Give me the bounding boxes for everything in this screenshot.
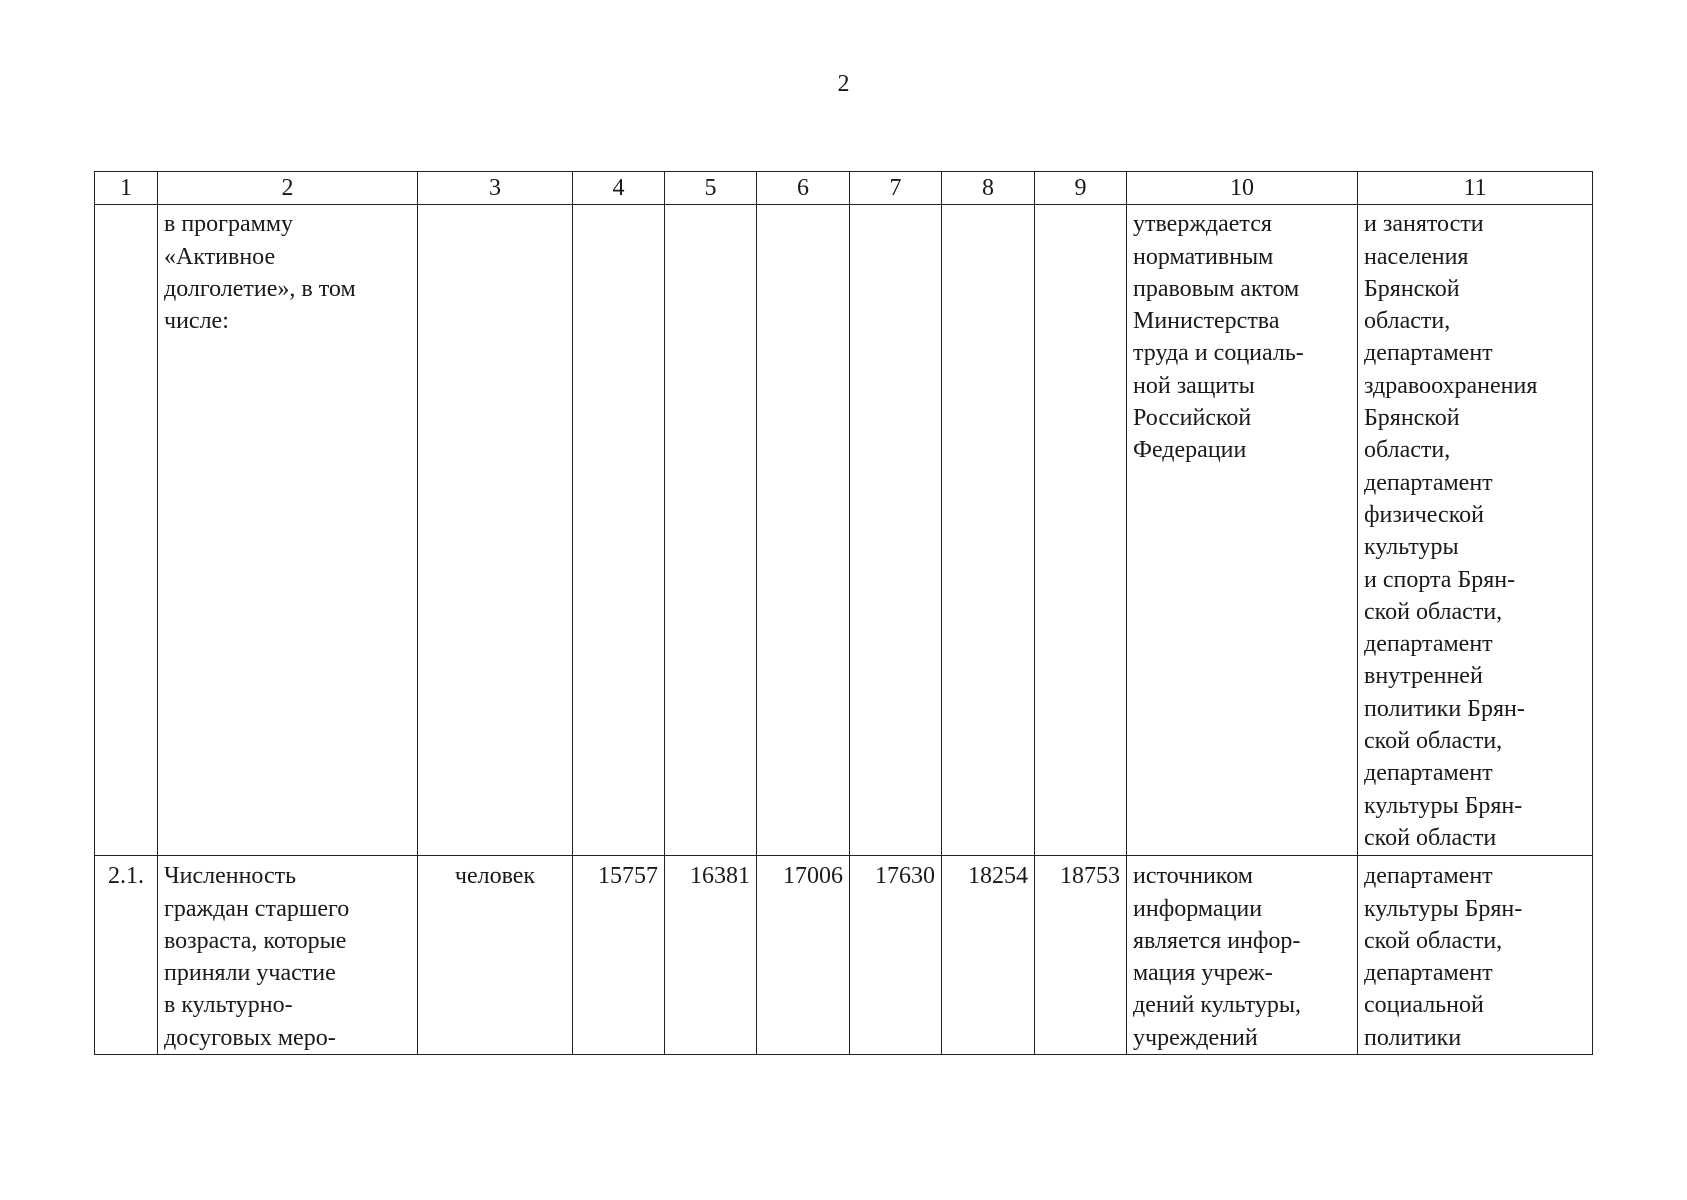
- method-cell: источником информации является инфор- мация учреж- дений культуры, учреждений: [1127, 856, 1358, 1055]
- value-cell-7: 17630: [850, 856, 942, 1055]
- table-row: [95, 205, 1593, 856]
- value-cell-7: [850, 205, 942, 856]
- page-number: 2: [837, 71, 850, 97]
- row-number-cell: [95, 205, 158, 856]
- value-cell-9: [1035, 205, 1127, 856]
- indicator-name-cell: в программу «Активное долголетие», в том числе:: [158, 205, 418, 856]
- unit-cell: человек: [418, 856, 573, 1055]
- indicator-name-cell: Численность граждан старшего возраста, которые приняли участие в культурно- досуговых меро-: [158, 856, 418, 1055]
- column-header: 4: [573, 172, 665, 205]
- value-cell-5: 16381: [665, 856, 757, 1055]
- column-header: 11: [1358, 172, 1593, 205]
- responsible-cell: департамент культуры Брян- ской области, департамент социальной политики: [1358, 856, 1593, 1055]
- value-cell-9: 18753: [1035, 856, 1127, 1055]
- table-row: [95, 856, 1593, 1055]
- column-header: 5: [665, 172, 757, 205]
- column-header: 6: [757, 172, 850, 205]
- indicators-table: [94, 171, 1593, 1055]
- table-header-row: [95, 172, 1593, 205]
- responsible-cell: и занятости населения Брянской области, департамент здравоохранения Брянской области, департамент физической культуры и спорта Брян- ской области, департамент внутренней политики Брян- ской области, департамент культуры Брян- ской области: [1358, 205, 1593, 856]
- column-header: 8: [942, 172, 1035, 205]
- value-cell-5: [665, 205, 757, 856]
- column-header: 2: [158, 172, 418, 205]
- column-header: 7: [850, 172, 942, 205]
- method-cell: утверждается нормативным правовым актом Министерства труда и социаль- ной защиты Российской Федерации: [1127, 205, 1358, 856]
- column-header: 1: [95, 172, 158, 205]
- value-cell-8: 18254: [942, 856, 1035, 1055]
- unit-cell: [418, 205, 573, 856]
- column-header: 10: [1127, 172, 1358, 205]
- value-cell-4: [573, 205, 665, 856]
- value-cell-6: [757, 205, 850, 856]
- value-cell-4: 15757: [573, 856, 665, 1055]
- column-header: 3: [418, 172, 573, 205]
- column-header: 9: [1035, 172, 1127, 205]
- value-cell-8: [942, 205, 1035, 856]
- value-cell-6: 17006: [757, 856, 850, 1055]
- row-number-cell: 2.1.: [95, 856, 158, 1055]
